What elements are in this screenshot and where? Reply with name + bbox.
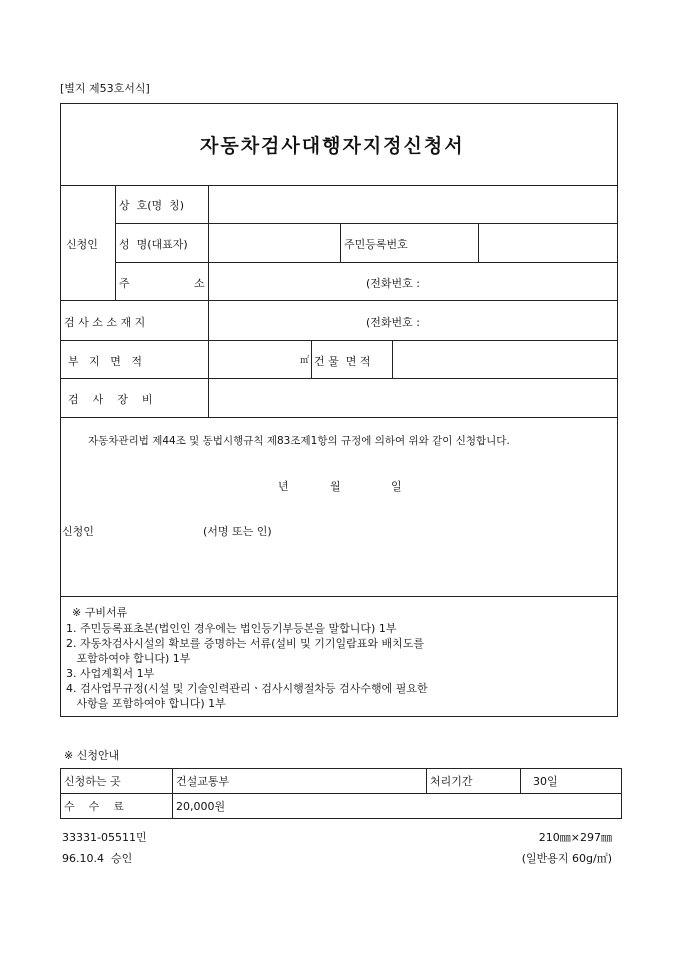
representative-name-label: 성 명(대표자) bbox=[119, 238, 188, 251]
building-area-field[interactable] bbox=[394, 342, 616, 376]
signature-hint: (서명 또는 인) bbox=[203, 525, 272, 538]
paper-size: 210㎜×297㎜ bbox=[538, 831, 612, 844]
address-field[interactable] bbox=[210, 264, 616, 298]
form-number: [별지 제53호서식] bbox=[60, 82, 150, 95]
approval-date: 96.10.4 승인 bbox=[62, 852, 133, 865]
equipment-label: 검 사 장 비 bbox=[68, 393, 153, 406]
application-statement: 자동차관리법 제44조 및 동법시행규칙 제83조제1항의 규정에 의하여 위와 같이 신청합니다. bbox=[88, 435, 510, 447]
equipment-field[interactable] bbox=[210, 380, 616, 415]
document-item: 사항을 포함하여야 합니다) 1부 bbox=[66, 697, 226, 710]
fee-label: 수 수 료 bbox=[61, 794, 173, 819]
document-item: 3. 사업계획서 1부 bbox=[66, 667, 155, 680]
inspection-site-field[interactable] bbox=[210, 302, 616, 338]
site-area-field[interactable] bbox=[210, 342, 309, 376]
address-label-first: 주 bbox=[119, 277, 130, 290]
resident-number-field[interactable] bbox=[480, 225, 616, 260]
site-area-label: 부 지 면 적 bbox=[68, 355, 142, 368]
site-area-unit: ㎡ bbox=[300, 356, 310, 366]
document-item: 4. 검사업무규정(시설 및 기술인력관리ㆍ검사시행절차등 검사수행에 필요한 bbox=[66, 682, 428, 695]
representative-name-field[interactable] bbox=[210, 225, 338, 260]
company-name-field[interactable] bbox=[210, 187, 616, 221]
office-label: 신청하는 곳 bbox=[61, 769, 173, 794]
applicant-group-label: 신청인 bbox=[66, 238, 98, 251]
documents-heading: ※ 구비서류 bbox=[72, 606, 128, 619]
date-year: 년 bbox=[278, 480, 289, 493]
fee-value: 20,000원 bbox=[173, 794, 622, 819]
building-area-label: 건 물 면 적 bbox=[314, 355, 371, 368]
address-label-second: 소 bbox=[194, 277, 205, 290]
guide-heading: ※ 신청안내 bbox=[64, 749, 120, 762]
date-day: 일 bbox=[391, 480, 402, 493]
office-value: 건설교통부 bbox=[173, 769, 427, 794]
document-item: 포함하여야 합니다) 1부 bbox=[66, 652, 191, 665]
inspection-site-label: 검 사 소 소 재 지 bbox=[64, 316, 146, 329]
signature-label: 신청인 bbox=[62, 525, 94, 538]
paper-type: (일반용지 60g/㎡) bbox=[521, 852, 612, 865]
company-name-label: 상 호(명 칭) bbox=[119, 199, 185, 212]
resident-number-label: 주민등록번호 bbox=[344, 238, 408, 251]
document-item: 1. 주민등록표초본(법인인 경우에는 법인등기부등본을 말합니다) 1부 bbox=[66, 622, 397, 635]
period-value: 30일 bbox=[521, 769, 622, 794]
inspection-site-phone-label: (전화번호 : bbox=[366, 316, 420, 329]
date-month: 월 bbox=[330, 480, 341, 493]
period-label: 처리기간 bbox=[427, 769, 521, 794]
guide-table bbox=[60, 768, 622, 819]
form-title: 자동차검사대행자지정신청서 bbox=[200, 135, 465, 157]
document-item: 2. 자동차검사시설의 확보를 증명하는 서류(설비 및 기기일람표와 배치도를 bbox=[66, 637, 425, 650]
form-code: 33331-05511민 bbox=[62, 831, 147, 844]
applicant-phone-label: (전화번호 : bbox=[366, 277, 420, 290]
